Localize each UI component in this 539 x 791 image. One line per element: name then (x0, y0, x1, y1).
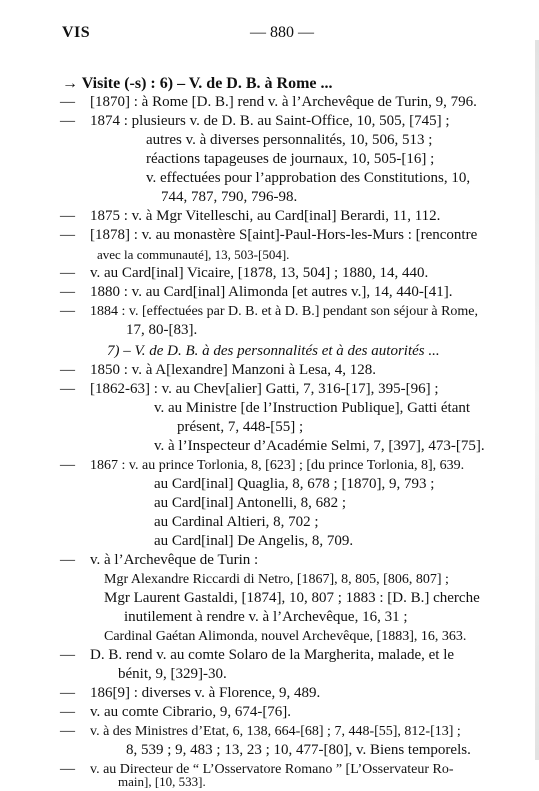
entry-line (161, 188, 297, 207)
running-head: VIS (62, 24, 91, 41)
entry-line (90, 207, 440, 226)
entry-dash: — (60, 303, 75, 319)
entry-line (90, 722, 461, 741)
entry-dash: — (60, 284, 75, 300)
line-text: réactions tapageuses de journaux, 10, 505-[16] ; (146, 151, 435, 167)
entry-line (90, 93, 477, 112)
entry-dash: — (60, 704, 75, 720)
line-text: inutilement à rendre v. à l’Archevêque, 16, 31 ; (124, 609, 408, 625)
line-text: 1875 : v. à Mgr Vitelleschi, au Card[inal] Berardi, 11, 112. (90, 208, 441, 224)
entry-line (62, 74, 333, 93)
line-text: 1874 : plusieurs v. de D. B. au Saint-Office, 10, 505, [745] ; (90, 113, 450, 129)
line-text: 17, 80-[83]. (126, 322, 198, 338)
line-text: v. effectuées pour l’approbation des Constitutions, 10, (146, 170, 471, 186)
entry-line (90, 302, 478, 321)
line-text: [1878] : v. au monastère S[aint]-Paul-Hors-les-Murs : [rencontre (90, 227, 478, 243)
entry-line (154, 399, 470, 418)
line-text: v. à l’Inspecteur d’Académie Selmi, 7, [397], 473-[75]. (154, 438, 485, 454)
page-edge-shadow (535, 40, 539, 760)
entry-dash: — (60, 362, 75, 378)
entry-dash: — (60, 208, 75, 224)
line-text: au Card[inal] De Angelis, 8, 709. (154, 533, 354, 549)
line-text: avec la communauté], 13, 503-[504]. (97, 247, 290, 262)
entry-line (118, 772, 206, 791)
line-text: 1850 : v. à A[lexandre] Manzoni à Lesa, 4, 128. (90, 362, 377, 378)
line-text: main], [10, 533]. (118, 774, 206, 789)
entry-line (104, 570, 449, 589)
entry-line (90, 226, 477, 245)
line-text: v. au Directeur de “ L’Osservatore Romano ” [L’Osservateur Ro- (90, 762, 454, 777)
entry-dash: — (60, 381, 75, 397)
entry-dash: — (60, 685, 75, 701)
entry-line (154, 532, 353, 551)
entry-dash: — (60, 552, 75, 568)
line-text: v. au comte Cibrario, 9, 674-[76]. (90, 704, 292, 720)
line-text: 1867 : v. au prince Torlonia, 8, [623] ; [du prince Torlonia, 8], 639. (90, 458, 465, 473)
entry-line (146, 131, 432, 150)
entry-line (154, 513, 319, 532)
entry-line (126, 321, 197, 340)
entry-dash: — (60, 647, 75, 663)
entry-line (104, 589, 480, 608)
line-text: [1862-63] : v. au Chev[alier] Gatti, 7, 316-[17], 395-[96] ; (90, 381, 439, 397)
subsection-heading (107, 342, 440, 361)
line-text: 8, 539 ; 9, 483 ; 13, 23 ; 10, 477-[80], v. Biens temporels. (126, 742, 471, 758)
entry-line (90, 646, 454, 665)
line-text: au Card[inal] Quaglia, 8, 678 ; [1870], 9, 793 ; (154, 476, 435, 492)
line-text: → Visite (-s) : 6) – V. de D. B. à Rome ... (62, 75, 333, 92)
line-text: présent, 7, 448-[55] ; (177, 419, 304, 435)
page-number: — 880 — (250, 24, 314, 41)
entry-line (118, 665, 227, 684)
line-text: Mgr Laurent Gastaldi, [1874], 10, 807 ; 1883 : [D. B.] cherche (104, 590, 480, 606)
entry-dash: — (60, 723, 75, 739)
entry-line (90, 283, 453, 302)
entry-line (90, 703, 291, 722)
line-text: au Card[inal] Antonelli, 8, 682 ; (154, 495, 347, 511)
line-text: 744, 787, 790, 796-98. (161, 189, 298, 205)
entry-line (124, 608, 408, 627)
entry-dash: — (60, 457, 75, 473)
entry-line (154, 437, 485, 456)
entry-dash: — (60, 94, 75, 110)
line-text: 1880 : v. au Card[inal] Alimonda [et autres v.], 14, 440-[41]. (90, 284, 453, 300)
line-text: 7) – V. de D. B. à des personnalités et à des autorités ... (107, 343, 440, 359)
line-text: v. au Card[inal] Vicaire, [1878, 13, 504] ; 1880, 14, 440. (90, 265, 429, 281)
line-text: 186[9] : diverses v. à Florence, 9, 489. (90, 685, 321, 701)
entry-line (90, 112, 450, 131)
entry-line (90, 361, 376, 380)
entry-dash: — (60, 227, 75, 243)
entry-line (90, 456, 464, 475)
line-text: v. à l’Archevêque de Turin : (90, 552, 259, 568)
page-header (0, 24, 539, 44)
line-text: D. B. rend v. au comte Solaro de la Margherita, malade, et le (90, 647, 455, 663)
line-text: bénit, 9, [329]-30. (118, 666, 227, 682)
entry-line (90, 684, 320, 703)
entry-line (154, 475, 434, 494)
entry-dash: — (60, 113, 75, 129)
line-text: Mgr Alexandre Riccardi di Netro, [1867], 8, 805, [806, 807] ; (104, 572, 449, 587)
entry-dash: — (60, 265, 75, 281)
line-text: v. au Ministre [de l’Instruction Publique], Gatti étant (154, 400, 471, 416)
entry-line (104, 627, 466, 646)
line-text: autres v. à diverses personnalités, 10, 506, 513 ; (146, 132, 433, 148)
entry-line (90, 380, 439, 399)
entry-line (90, 551, 258, 570)
entry-line (90, 264, 428, 283)
entry-line (126, 741, 471, 760)
entry-line (154, 494, 346, 513)
line-text: Cardinal Gaétan Alimonda, nouvel Archevêque, [1883], 16, 363. (104, 629, 467, 644)
line-text: [1870] : à Rome [D. B.] rend v. à l’Archevêque de Turin, 9, 796. (90, 94, 477, 110)
entry-line (146, 150, 434, 169)
line-text: v. à des Ministres d’Etat, 6, 138, 664-[68] ; 7, 448-[55], 812-[13] ; (90, 724, 461, 739)
entry-line (146, 169, 470, 188)
entry-line (97, 245, 289, 264)
line-text: 1884 : v. [effectuées par D. B. et à D. B.] pendant son séjour à Rome, (90, 304, 479, 319)
entry-line (177, 418, 303, 437)
entry-dash: — (60, 761, 75, 777)
line-text: au Cardinal Altieri, 8, 702 ; (154, 514, 319, 530)
